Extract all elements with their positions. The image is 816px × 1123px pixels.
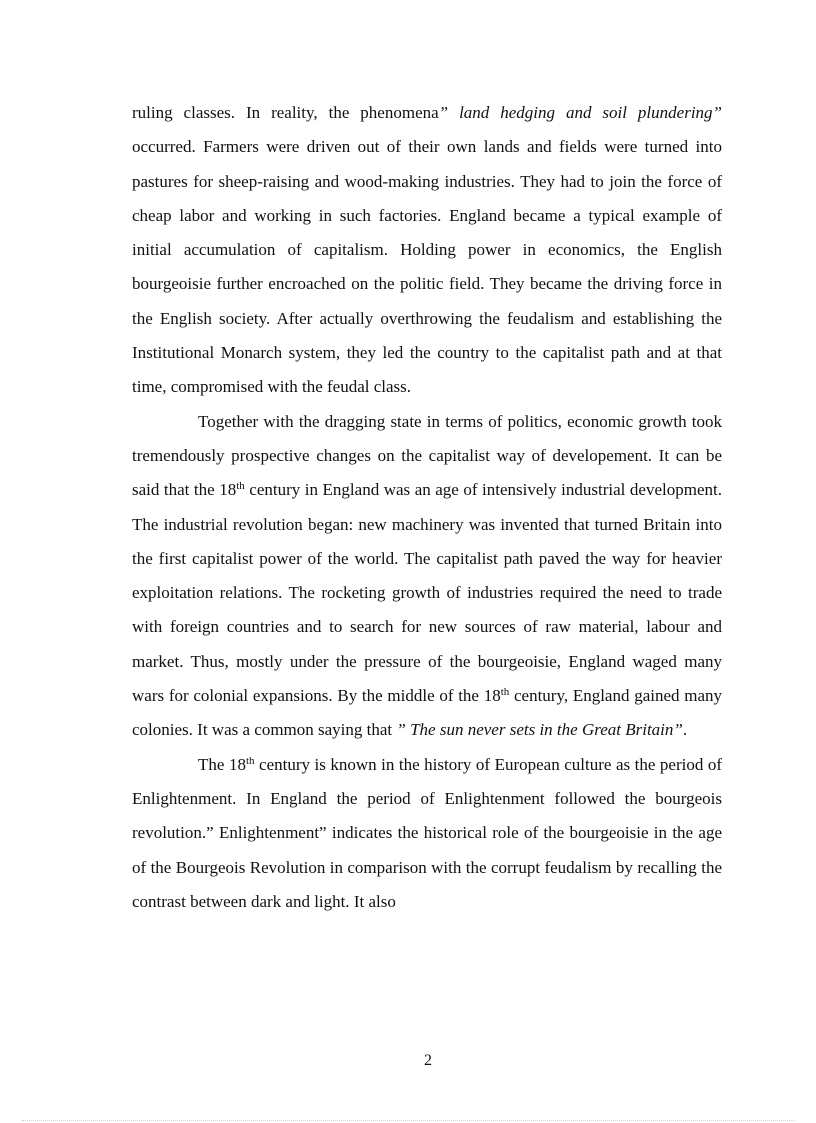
text-run: Together with the dragging state in terms of politics, economic growth took tremendously prospective changes on the capitalist way of developement. It can be said that the 18 [132,411,722,500]
text-run: The 18 [198,754,246,774]
paragraph [132,405,722,748]
text-run: century, England gained many colonies. It was a common saying that [132,686,722,740]
text-run: . [682,720,688,740]
text-run: ruling classes. In reality, the phenomena [132,103,439,122]
paragraph [132,748,722,919]
page-body [132,96,722,919]
page-edge-divider [22,1120,794,1121]
text-run: occurred. Farmers were driven out of their own lands and fields were turned into pastures for sheep-raising and wood-making industries. They had to join the force of cheap labor and working in such factories. England became a typical example of initial accumulation of capitalism. Holding power in economics, the English bourgeoisie further encroached on the politic field. They became the driving force in the English society. After actually overthrowing the feudalism and establishing the Institutional Monarch system, they led the country to the capitalist path and at that time, compromised with the feudal class. [132,137,722,397]
italic-quote: ” land hedging and soil plundering” [438,103,722,122]
page-number: 2 [424,1052,432,1069]
paragraph [132,96,722,405]
text-run: century is known in the history of European culture as the period of Enlightenment. In England the period of Enlightenment followed the bourgeois revolution.” Enlightenment” indicates the historical role of the bourgeoisie in the age of the Bourgeois Revolution in comparison with the corrupt feudalism by recalling the contrast between dark and light. It also [132,754,722,911]
ordinal-superscript: th [236,480,245,493]
text-run: century in England was an age of intensively industrial development. The industrial revolution began: new machinery was invented that turned Britain into the first capitalist power of the world. The capitalist path paved the way for heavier exploitation relations. The rocketing growth of industries required the need to trade with foreign countries and to search for new sources of raw material, labour and market. Thus, mostly under the pressure of the bourgeoisie, England waged many wars for colonial expansions. By the middle of the 18 [132,480,722,706]
ordinal-superscript: th [245,754,255,767]
ordinal-superscript: th [500,686,510,699]
italic-quote: ” The sun never sets in the Great Britain” [396,720,683,740]
